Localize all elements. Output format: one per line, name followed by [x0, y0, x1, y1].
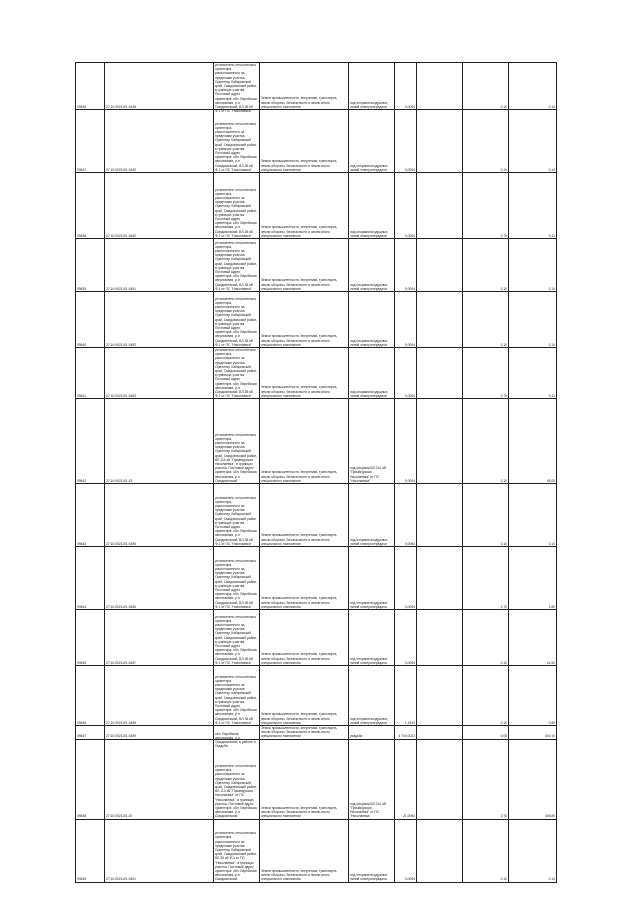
empty-cell	[417, 739, 463, 819]
rate-value	[463, 819, 509, 882]
area-value	[395, 173, 417, 239]
rate-value-text: 2,70	[500, 814, 507, 819]
row-number-text: 09643	[77, 541, 87, 546]
empty-cell	[417, 819, 463, 882]
rate-value-text: 0,10	[500, 478, 507, 483]
row-number-text: 09648	[77, 814, 87, 819]
area-value	[395, 292, 417, 348]
area-value	[395, 63, 417, 110]
cadastral-number	[105, 726, 214, 740]
row-number-text: 09646	[77, 720, 87, 725]
row-number	[76, 63, 105, 110]
location-description-text: установлено относительно ориентира, расположенного за пределами участка. Ориентир Хабаровский край, Смидовичский район, ВЛ-110 кВ "Приамурская - Николаевка", в границах участка. Почтовый адрес ориентира: обл. Еврейская автономная, р-н Смидовичский	[215, 432, 258, 483]
row-number-text: 09641	[77, 393, 87, 398]
row-number-text: 09638	[77, 233, 87, 238]
row-number-text: 09649	[77, 877, 87, 882]
payment-value	[509, 173, 557, 239]
location-description-text: установлено относительно ориентира, расположенного за пределами участка. Ориентир Хабаровский край, Смидовичский район, в границах участка. Почтовый адрес ориентира: обл. Еврейская автономная, р-н Смидовичский, ВЛ-35 кВ Ф-1 от ПС "Николаевка"	[215, 674, 258, 725]
location-description-text: установлено относительно ориентира, расположенного за пределами участка. Ориентир Хабаровский край, Смидовичский район, ВЛ-110 кВ "Приамурская - Николаевка" от ПС "Николаевка", в границах участка. Почтовый адрес ориентира: обл. Еврейская автономная, р-н Смидовичский	[215, 763, 258, 819]
row-number	[76, 348, 105, 399]
empty-cell	[417, 547, 463, 610]
cadastral-number	[105, 484, 214, 547]
rate-value-text: 2,70	[500, 393, 507, 398]
area-value-text: 21,0054	[403, 814, 415, 819]
permitted-use	[349, 726, 395, 740]
cadastral-number-text: 27:10:0021101:18	[106, 478, 133, 483]
table-row	[76, 666, 557, 726]
payment-value	[509, 399, 557, 484]
land-category-text: Земли промышленности, энергетики, транспорта, земли обороны, безопасности и земли иного специального назначения	[261, 334, 338, 347]
location-description-text: установлено относительно ориентира, расположенного за пределами участка. Ориентир Хабаровский край, Смидовичский район, в границах участка. Почтовый адрес ориентира: обл. Еврейская автономная, р-н Смидовичский, ВЛ-35 кВ Ф-1 от ПС "Николаевка"	[215, 187, 258, 238]
cadastral-number-text: 27:10:0021101:3451	[106, 286, 137, 291]
location-description	[214, 819, 260, 882]
rate-value	[463, 399, 509, 484]
cadastral-number	[105, 610, 214, 666]
cadastral-number	[105, 63, 214, 110]
location-description	[214, 399, 260, 484]
permitted-use-text: под опорами воздушных линий электропередачи	[350, 600, 388, 609]
cadastral-number-text: 27:10:0021101:3459	[106, 734, 137, 739]
permitted-use-text: под опорами воздушных линий электропередачи	[350, 338, 388, 347]
location-description	[214, 348, 260, 399]
row-number	[76, 484, 105, 547]
cadastral-number-text: 27:10:0021101:3449	[106, 167, 137, 172]
payment-value-text: 0,11	[548, 233, 555, 238]
payment-value-text: 1,80	[548, 604, 555, 609]
area-value-text: 1,1543	[404, 720, 415, 725]
land-category	[260, 666, 349, 726]
land-category	[260, 726, 349, 740]
location-description	[214, 739, 260, 819]
area-value-text: 0,0054	[404, 604, 415, 609]
land-category	[260, 63, 349, 110]
permitted-use	[349, 547, 395, 610]
rate-value-text: 2,70	[500, 233, 507, 238]
empty-cell	[417, 110, 463, 173]
cadastral-number-text: 27:10:0021101:3456	[106, 604, 137, 609]
payment-value	[509, 292, 557, 348]
rate-value-text: 0,10	[500, 541, 507, 546]
permitted-use	[349, 399, 395, 484]
payment-value	[509, 739, 557, 819]
rate-value-text: 0,10	[500, 660, 507, 665]
table-row	[76, 547, 557, 610]
permitted-use	[349, 239, 395, 292]
rate-value	[463, 292, 509, 348]
land-category	[260, 484, 349, 547]
rate-value-text: 0,10	[500, 342, 507, 347]
land-category-text: Земли промышленности, энергетики, транспорта, земли обороны, безопасности и земли иного специального назначения	[261, 533, 338, 546]
rate-value	[463, 239, 509, 292]
permitted-use	[349, 666, 395, 726]
payment-value-text: 0,89	[548, 720, 555, 725]
table-row	[76, 484, 557, 547]
land-category-text: Земли промышленности, энергетики, транспорта, земли обороны, безопасности и земли иного специального назначения	[261, 225, 338, 238]
payment-value	[509, 63, 557, 110]
row-number	[76, 292, 105, 348]
permitted-use-text: под опорами воздушных линий электропередачи	[350, 656, 388, 665]
rate-value-text: 2,70	[500, 604, 507, 609]
table-row	[76, 110, 557, 173]
area-value	[395, 348, 417, 399]
rate-value-text: 0,10	[500, 877, 507, 882]
land-category	[260, 819, 349, 882]
land-category-text: Земли промышленности, энергетики, транспорта, земли обороны, безопасности и земли иного специального назначения	[261, 652, 338, 665]
rate-value	[463, 547, 509, 610]
land-category-text: Земли промышленности, энергетики, транспорта, земли обороны, безопасности и земли иного специального назначения	[261, 159, 338, 172]
area-value-text: 0,0054	[404, 167, 415, 172]
empty-cell	[417, 484, 463, 547]
cadastral-number	[105, 348, 214, 399]
cadastral-number	[105, 399, 214, 484]
row-number	[76, 739, 105, 819]
land-category	[260, 739, 349, 819]
land-category	[260, 110, 349, 173]
area-value	[395, 547, 417, 610]
empty-cell	[417, 610, 463, 666]
land-category	[260, 239, 349, 292]
location-description	[214, 547, 260, 610]
land-category	[260, 173, 349, 239]
area-value	[395, 484, 417, 547]
area-value-text: 0,0054	[404, 660, 415, 665]
cadastral-number	[105, 819, 214, 882]
permitted-use-text: под опорами воздушных линий электропередачи	[350, 282, 388, 291]
row-number	[76, 819, 105, 882]
permitted-use-text: под опорами воздушных линий электропередачи	[350, 163, 388, 172]
location-description	[214, 292, 260, 348]
location-description	[214, 63, 260, 114]
area-value	[395, 819, 417, 882]
location-description-text: установлено относительно ориентира, расположенного за пределами участка. Ориентир Хабаровский край, Смидовичский район, в границах участка. Почтовый адрес ориентира: обл. Еврейская автономная, р-н Смидовичский, ВЛ-35 кВ Ф-1 от ПС "Николаевка"	[215, 240, 258, 291]
area-value-text: 4 700,0021	[398, 734, 415, 739]
payment-value-text: 0,14	[548, 342, 555, 347]
land-category-text: Земли промышленности, энергетики, транспорта, земли обороны, безопасности и земли иного специального назначения	[261, 596, 338, 609]
area-value	[395, 739, 417, 819]
permitted-use-text: под опорами ВЛ-110 кВ "Приамурская - Николаевка" от ПС "Николаевка"	[350, 466, 386, 483]
location-description	[214, 173, 260, 239]
land-category	[260, 348, 349, 399]
empty-cell	[417, 239, 463, 292]
row-number-text: 09637	[77, 167, 87, 172]
payment-value-text: 405,89	[544, 814, 555, 819]
table-row	[76, 819, 557, 882]
land-registry-table	[75, 62, 557, 883]
rate-value	[463, 173, 509, 239]
cadastral-number	[105, 547, 214, 610]
empty-cell	[417, 666, 463, 726]
rate-value-text: 0,10	[500, 167, 507, 172]
location-description-text: установлено относительно ориентира, расположенного за пределами участка. Ориентир Хабаровский край, Смидовичский район, в границах участка. Почтовый адрес ориентира: обл. Еврейская автономная, р-н Смидовичский, ВЛ-35 кВ Ф-1 от ПС "Николаевка"	[215, 121, 258, 172]
table-row	[76, 348, 557, 399]
payment-value	[509, 819, 557, 882]
empty-cell	[417, 348, 463, 399]
table-row	[76, 726, 557, 740]
rate-value-text: 0,09	[500, 734, 507, 739]
permitted-use-text: под опорами воздушных линий электропередачи	[350, 389, 388, 398]
area-value-text: 0,0054	[404, 541, 415, 546]
area-value-text: 0,0054	[404, 393, 415, 398]
area-value	[395, 239, 417, 292]
cadastral-number-text: 27:10:0021101:3458	[106, 720, 137, 725]
table-row	[76, 292, 557, 348]
payment-value	[509, 348, 557, 399]
cadastral-number-text: 27:10:0021101:3461	[106, 877, 137, 882]
row-number-text: 09644	[77, 604, 87, 609]
empty-cell	[417, 173, 463, 239]
cadastral-number	[105, 239, 214, 292]
table-row	[76, 739, 557, 819]
payment-value	[509, 610, 557, 666]
payment-value	[509, 666, 557, 726]
area-value	[395, 666, 417, 726]
land-category-text: Земли промышленности, энергетики, транспорта, земли обороны, безопасности и земли иного специального назначения	[261, 278, 338, 291]
permitted-use	[349, 348, 395, 399]
row-number	[76, 239, 105, 292]
payment-value-text: 14,52	[546, 660, 555, 665]
payment-value-text: 0,14	[548, 286, 555, 291]
table-row	[76, 63, 557, 110]
cadastral-number-text: 27:10:0021101:3450	[106, 233, 137, 238]
row-number	[76, 666, 105, 726]
location-description	[214, 666, 260, 726]
location-description-text: установлено относительно ориентира, расположенного за пределами участка. Ориентир Хабаровский край, Смидовичский район, в границах участка. Почтовый адрес ориентира: обл. Еврейская автономная, р-н Смидовичский, ВЛ-35 кВ Ф-1 от ПС "Николаевка"	[215, 348, 258, 399]
area-value-text: 0,0054	[404, 233, 415, 238]
rate-value	[463, 739, 509, 819]
permitted-use-text: под опорами воздушных линий электропередачи	[350, 873, 388, 882]
cadastral-number	[105, 739, 214, 819]
payment-value-text: 0,11	[548, 393, 555, 398]
area-value-text: 0,0054	[404, 478, 415, 483]
cadastral-number-text: 27:10:0021101:3452	[106, 342, 137, 347]
rate-value	[463, 63, 509, 110]
cadastral-number	[105, 666, 214, 726]
permitted-use	[349, 292, 395, 348]
empty-cell	[417, 726, 463, 740]
location-description-text: установлено относительно ориентира, расположенного за пределами участка. Ориентир Хабаровский край, Смидовичский район, в границах участка. Почтовый адрес ориентира: обл. Еврейская автономная, р-н Смидовичский, ВЛ-35 кВ Ф-1 от ПС "Николаевка"	[215, 63, 258, 114]
row-number-text: 09645	[77, 660, 87, 665]
payment-value-text: 440,10	[544, 734, 555, 739]
permitted-use-text: под опорами воздушных линий электропередачи	[350, 537, 388, 546]
payment-value	[509, 484, 557, 547]
permitted-use	[349, 819, 395, 882]
permitted-use	[349, 63, 395, 110]
land-category-text: Земли промышленности, энергетики, транспорта, земли обороны, безопасности и земли иного специального назначения	[261, 806, 338, 819]
row-number-text: 09647	[77, 734, 87, 739]
payment-value	[509, 110, 557, 173]
land-category	[260, 547, 349, 610]
area-value-text: 0,0054	[404, 877, 415, 882]
location-description-text: установлено относительно ориентира, расположенного за пределами участка. Ориентир Хабаровский край, Смидовичский район, в границах участка. Почтовый адрес ориентира: обл. Еврейская автономная, р-н Смидовичский, ВЛ-35 кВ Ф-1 от ПС "Николаевка"	[215, 495, 258, 546]
area-value	[395, 610, 417, 666]
empty-cell	[417, 292, 463, 348]
permitted-use-text: под опорами ВЛ-110 кВ "Приамурская - Николаевка" от ПС "Николаевка"	[350, 801, 386, 819]
permitted-use-text: под опорами воздушных линий электропередачи	[350, 100, 388, 109]
cadastral-number	[105, 110, 214, 173]
location-description-text: установлено относительно ориентира, расположенного за пределами участка. Ориентир Хабаровский край, Смидовичский район, в границах участка. Почтовый адрес ориентира: обл. Еврейская автономная, р-н Смидовичский, ВЛ-35 кВ Ф-1 от ПС "Николаевка"	[215, 296, 258, 347]
rate-value	[463, 666, 509, 726]
cadastral-number-text: 27:10:0021101:3453	[106, 393, 137, 398]
row-number	[76, 173, 105, 239]
permitted-use	[349, 610, 395, 666]
row-number-text: 09639	[77, 286, 87, 291]
cadastral-number-text: 27:10:0021101:3457	[106, 660, 137, 665]
row-number-text: 09642	[77, 478, 87, 483]
location-description	[214, 239, 260, 292]
row-number-text: 09636	[77, 104, 87, 109]
cadastral-number-text: 27:10:0021101:3455	[106, 541, 137, 546]
permitted-use	[349, 173, 395, 239]
payment-value-text: 45,00	[546, 478, 555, 483]
permitted-use	[349, 110, 395, 173]
cadastral-number-text: 27:10:0021101:3448	[106, 104, 137, 109]
area-value	[395, 399, 417, 484]
payment-value	[509, 547, 557, 610]
payment-value	[509, 239, 557, 292]
location-description-text: установлено относительно ориентира, расположенного за пределами участка. Ориентир Хабаровский край, Смидовичский район, в границах участка. Почтовый адрес ориентира: обл. Еврейская автономная, р-н Смидовичский, ВЛ-35 кВ Ф-1 от ПС "Николаевка"	[215, 614, 258, 665]
rate-value-text: 0,10	[500, 104, 507, 109]
payment-value	[509, 726, 557, 740]
payment-value-text: 0,14	[548, 167, 555, 172]
empty-cell	[417, 63, 463, 110]
table-row	[76, 610, 557, 666]
land-category	[260, 292, 349, 348]
area-value-text: 0,0054	[404, 342, 415, 347]
payment-value-text: 0,14	[548, 104, 555, 109]
rate-value	[463, 726, 509, 740]
row-number	[76, 610, 105, 666]
land-category-text: Земли промышленности, энергетики, транспорта, земли обороны, безопасности и земли иного специального назначения	[261, 96, 338, 109]
row-number	[76, 547, 105, 610]
location-description	[214, 726, 260, 749]
table-row	[76, 173, 557, 239]
area-value-text: 0,0054	[404, 286, 415, 291]
rate-value-text: 0,10	[500, 720, 507, 725]
area-value-text: 0,0054	[404, 104, 415, 109]
land-category-text: Земли промышленности, энергетики, транспорта, земли обороны, безопасности и земли иного специального назначения	[261, 712, 338, 725]
permitted-use-text: под опорами воздушных линий электропередачи	[350, 716, 388, 725]
cadastral-number	[105, 292, 214, 348]
location-description-text: установлено относительно ориентира, расположенного за пределами участка. Ориентир Хабаровский край, Смидовичский район, в границах участка. Почтовый адрес ориентира: обл. Еврейская автономная, р-н Смидовичский, ВЛ-35 кВ Ф-1 от ПС "Николаевка"	[215, 558, 258, 609]
land-category-text: Земли промышленности, энергетики, транспорта, земли обороны, безопасности и земли иного специального назначения	[261, 726, 338, 739]
permitted-use	[349, 484, 395, 547]
row-number	[76, 726, 105, 740]
table-row	[76, 399, 557, 484]
land-category	[260, 399, 349, 484]
location-description-text: обл. Еврейская автономная, р-н Смидовичский, в районе п. Усадьба	[215, 731, 257, 749]
rate-value	[463, 610, 509, 666]
area-value	[395, 726, 417, 740]
land-category-text: Земли промышленности, энергетики, транспорта, земли обороны, безопасности и земли иного специального назначения	[261, 470, 338, 483]
permitted-use	[349, 739, 395, 819]
permitted-use-text: под опорами воздушных линий электропередачи	[350, 229, 388, 238]
permitted-use-text: усадьба	[350, 734, 363, 739]
table-body	[76, 63, 557, 883]
row-number	[76, 399, 105, 484]
rate-value	[463, 110, 509, 173]
cadastral-number	[105, 173, 214, 239]
land-category-text: Земли промышленности, энергетики, транспорта, земли обороны, безопасности и земли иного специального назначения	[261, 385, 338, 398]
cadastral-number-text: 27:10:0021101:20	[106, 814, 133, 819]
land-category	[260, 610, 349, 666]
row-number-text: 09640	[77, 342, 87, 347]
location-description-text: установлено относительно ориентира, расположенного за пределами участка. Ориентир Хабаровский край, Смидовичский район, ВЛ-35 кВ Ф-1 от ПС "Николаевка", в границах участка. Почтовый адрес ориентира: обл. Еврейская автономная, р-н Смидовичский	[215, 831, 258, 882]
payment-value-text: 0,14	[548, 541, 555, 546]
rate-value	[463, 484, 509, 547]
location-description	[214, 610, 260, 666]
land-category-text: Земли промышленности, энергетики, транспорта, земли обороны, безопасности и земли иного специального назначения	[261, 869, 338, 882]
payment-value-text: 0,14	[548, 877, 555, 882]
empty-cell	[417, 399, 463, 484]
area-value	[395, 110, 417, 173]
rate-value-text: 0,10	[500, 286, 507, 291]
row-number	[76, 110, 105, 173]
rate-value	[463, 348, 509, 399]
location-description	[214, 110, 260, 173]
table-row	[76, 239, 557, 292]
location-description	[214, 484, 260, 547]
